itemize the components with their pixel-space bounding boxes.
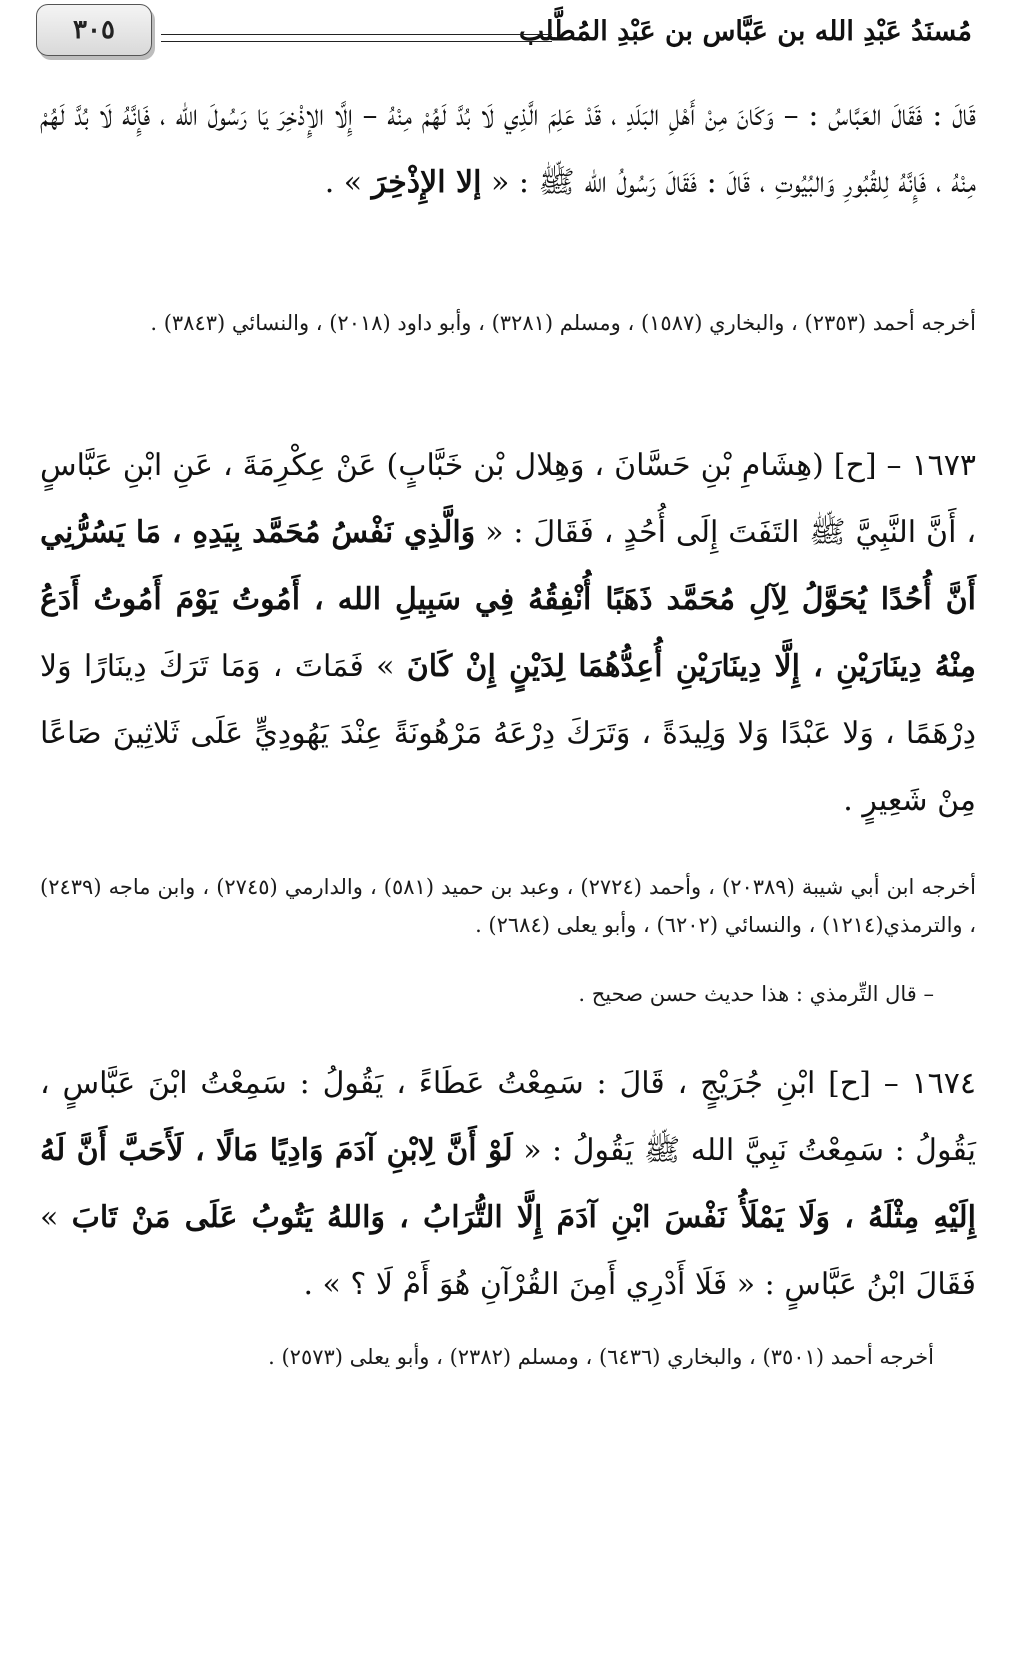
hadith-1674-text-1: – [ح] ابْنِ جُرَيْجٍ ، قَالَ : سَمِعْتُ عَطَاءً ، يَقُولُ : سَمِعْتُ ابْنَ عَبَّاسٍ ، يَقُولُ : سَمِعْتُ نَبِيَّ الله ﷺ يَقُولُ : « xyxy=(40,1066,976,1168)
intro-text-2: » . xyxy=(324,165,372,200)
page-header xyxy=(36,4,972,62)
intro-quote: إلا الإِذْخِرَ xyxy=(371,165,482,200)
hadith-1673-citation: أخرجه ابن أبي شيبة (٢٠٣٨٩) ، وأحمد (٢٧٢٤) ، وعبد بن حميد (٥٨١) ، والدارمي (٢٧٤٥) ، وابن ماجه (٢٤٣٩) ، والترمذي(١٢١٤) ، والنسائي (٦٢٠٢) ، وأبو يعلى (٢٦٨٤) . xyxy=(40,875,977,937)
hadith-1674-quote: لَوْ أَنَّ لِابْنِ آدَمَ وَادِيًا مَالًا ، لَأَحَبَّ أَنَّ لَهُ إِلَيْهِ مِثْلَهُ ، وَلَا يَمْلَأُ نَفْسَ ابْنِ آدَمَ إِلَّا التُّرَابُ ، وَاللهُ يَتُوبُ عَلَى مَنْ تَابَ xyxy=(40,1133,977,1235)
hadith-1673-text-2: » فَمَاتَ ، وَمَا تَرَكَ دِينَارًا وَلا دِرْهَمًا ، وَلا عَبْدًا وَلا وَلِيدَةً ، وَتَرَكَ دِرْعَهُ مَرْهُونَةً عِنْدَ يَهُودِيٍّ عَلَى ثَلاثِينَ صَاعًا مِنْ شَعِيرٍ . xyxy=(40,649,976,818)
hadith-1673-text-1: – [ح] (هِشَامِ بْنِ حَسَّانَ ، وَهِلال بْن خَبَّابٍ) عَنْ عِكْرِمَةَ ، عَنِ ابْنِ عَبَّاسٍ ، أَنَّ النَّبِيَّ ﷺ التَفَتَ إِلَى أُحُدٍ ، فَقَالَ : « xyxy=(40,448,976,550)
hadith-1674 xyxy=(40,1050,976,1318)
intro-paragraph xyxy=(40,82,976,216)
hadith-1673 xyxy=(40,432,976,834)
header-rule xyxy=(161,34,552,42)
hadith-number-1674: ١٦٧٤ xyxy=(911,1066,976,1101)
running-title: مُسنَدُ عَبْدِ الله بن عَبَّاس بن عَبْدِ المُطَّلب xyxy=(518,16,972,47)
hadith-1674-citation: أخرجه أحمد (٣٥٠١) ، والبخاري (٦٤٣٦) ، ومسلم (٢٣٨٢) ، وأبو يعلى (٢٥٧٣) . xyxy=(268,1345,934,1369)
hadith-1674-text-2: » فَقَالَ ابْنُ عَبَّاسٍ : « فَلَا أَدْرِي أَمِنَ القُرْآنِ هُوَ أَمْ لَا ؟ » . xyxy=(40,1200,976,1302)
hadith-number-1673: ١٦٧٣ xyxy=(911,448,977,483)
intro-citation: أخرجه أحمد (٢٣٥٣) ، والبخاري (١٥٨٧) ، ومسلم (٣٢٨١) ، وأبو داود (٢٠١٨) ، والنسائي (٣٨٤٣) . xyxy=(150,311,976,335)
hadith-1673-note: – قال التِّرمذي : هذا حديث حسن صحيح . xyxy=(578,982,934,1006)
intro-text-1: قَالَ : فَقَالَ العَبَّاسُ : – وَكَانَ مِنْ أَهْلِ البَلَدِ ، قَدْ عَلِمَ الَّذِي لَا بُدَّ لَهُمْ مِنْهُ – إِلَّا الإِذْخِرَ يَا رَسُولَ الله ، فَإِنَّهُ لَا بُدَّ لَهُمْ مِنْهُ ، فَإِنَّهُ لِلقُبُورِ وَالبُيُوتِ ، قَالَ : فَقَالَ رَسُولُ الله ﷺ : « xyxy=(40,98,976,200)
hadith-1673-quote: وَالَّذِي نَفْسُ مُحَمَّد بِيَدِهِ ، مَا يَسُرُّنِي أَنَّ أُحُدًا يُحَوَّلُ لِآلِ مُحَمَّد ذَهَبًا أُنْفِقُهُ فِي سَبِيلِ الله ، أَمُوتُ يَوْمَ أَمُوتُ أَدَعُ مِنْهُ دِينَارَيْنِ ، إِلَّا دِينَارَيْنِ أُعِدُّهُمَا لِدَيْنٍ إِنْ كَانَ xyxy=(40,515,976,684)
page-number: ٣٠٥ xyxy=(36,4,152,56)
